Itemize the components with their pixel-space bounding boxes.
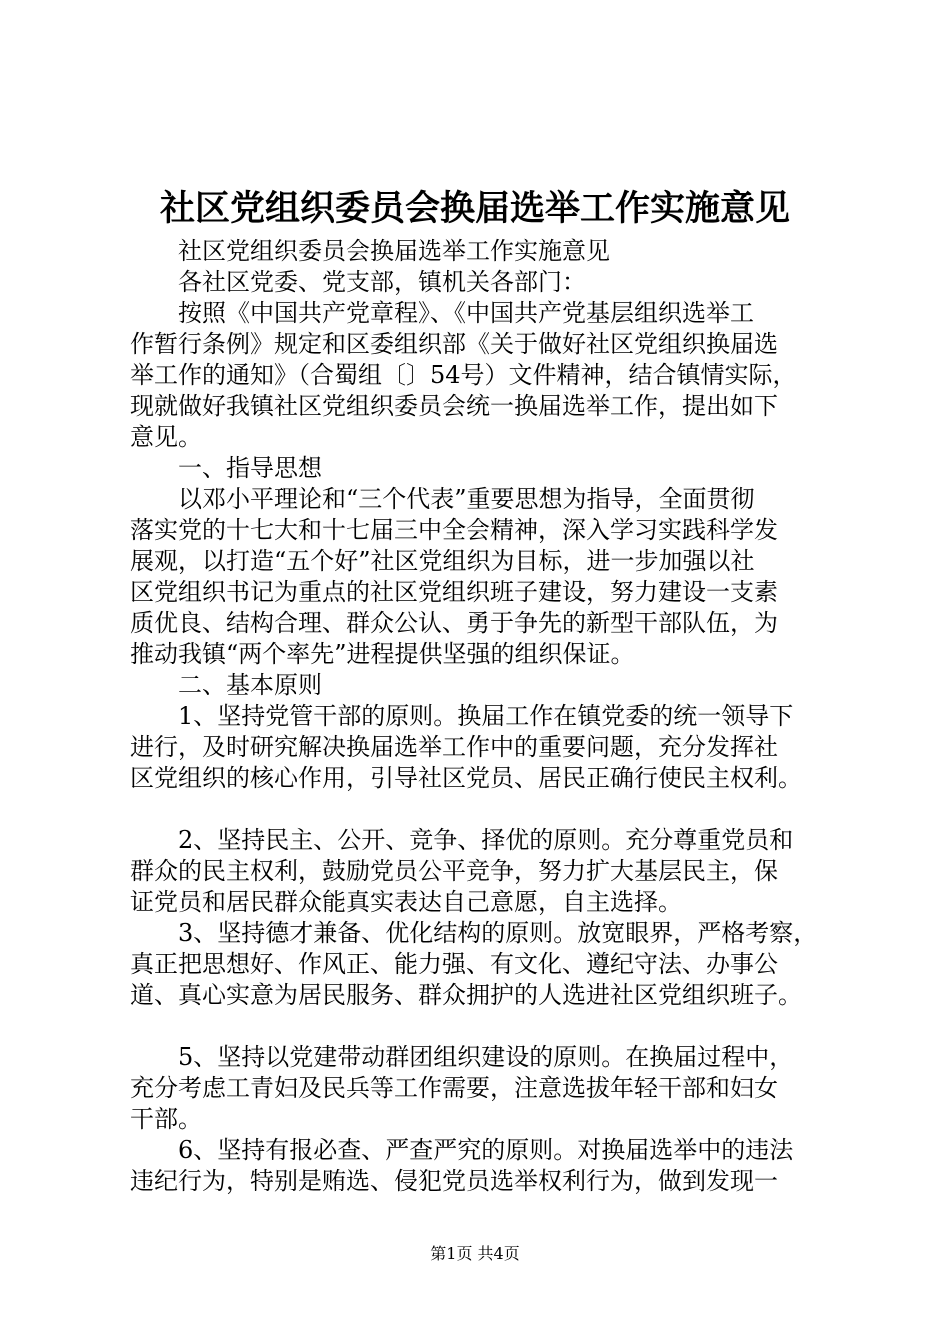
text-line: 进行，及时研究解决换届选举工作中的重要问题，充分发挥社: [130, 733, 778, 761]
document-body: [130, 236, 830, 1197]
text-line: 5、坚持以党建带动群团组织建设的原则。在换届过程中，: [178, 1043, 794, 1071]
text-line: 按照《中国共产党章程》、《中国共产党基层组织选举工: [178, 299, 754, 327]
text-line: 现就做好我镇社区党组织委员会统一换届选举工作，提出如下: [130, 392, 778, 420]
text-line: 区党组织的核心作用，引导社区党员、居民正确行使民主权利。: [130, 764, 802, 792]
text-line: 各社区党委、党支部，镇机关各部门：: [178, 268, 586, 296]
text-line: 一、指导思想: [178, 454, 322, 482]
text-line: 举工作的通知》（合蜀组〔〕54号）文件精神，结合镇情实际，: [130, 361, 797, 389]
text-line: 真正把思想好、作风正、能力强、有文化、遵纪守法、办事公: [130, 950, 778, 978]
text-line: 作暂行条例》规定和区委组织部《关于做好社区党组织换届选: [130, 330, 778, 358]
text-line: 3、坚持德才兼备、优化结构的原则。放宽眼界，严格考察，: [178, 919, 818, 947]
text-line: 二、基本原则: [178, 671, 322, 699]
text-line: [130, 794, 830, 825]
text-line: 群众的民主权利，鼓励党员公平竞争，努力扩大基层民主，保: [130, 857, 778, 885]
text-line: 干部。: [130, 1105, 202, 1133]
text-line: 展观，以打造“五个好”社区党组织为目标，进一步加强以社: [130, 547, 755, 575]
text-line: 区党组织书记为重点的社区党组织班子建设，努力建设一支素: [130, 578, 778, 606]
document-title: 社区党组织委员会换届选举工作实施意见: [159, 188, 790, 229]
text-line: 证党员和居民群众能真实表达自己意愿，自主选择。: [130, 888, 682, 916]
text-line: 6、坚持有报必查、严查严究的原则。对换届选举中的违法: [178, 1136, 794, 1164]
text-line: 以邓小平理论和“三个代表”重要思想为指导，全面贯彻: [178, 485, 755, 513]
text-line: 违纪行为，特别是贿选、侵犯党员选举权利行为，做到发现一: [130, 1167, 778, 1195]
text-line: 意见。: [130, 423, 202, 451]
text-line: 2、坚持民主、公开、竞争、择优的原则。充分尊重党员和: [178, 826, 794, 854]
text-line: 充分考虑工青妇及民兵等工作需要，注意选拔年轻干部和妇女: [130, 1074, 778, 1102]
text-line: 推动我镇“两个率先”进程提供坚强的组织保证。: [130, 640, 635, 668]
text-line: 质优良、结构合理、群众公认、勇于争先的新型干部队伍，为: [130, 609, 778, 637]
text-line: 1、坚持党管干部的原则。换届工作在镇党委的统一领导下: [178, 702, 794, 730]
text-line: 社区党组织委员会换届选举工作实施意见: [178, 237, 610, 265]
text-line: 道、真心实意为居民服务、群众拥护的人选进社区党组织班子。: [130, 981, 802, 1009]
page-footer: 第1页 共4页: [430, 1244, 520, 1263]
text-line: [130, 1011, 830, 1042]
text-line: 落实党的十七大和十七届三中全会精神，深入学习实践科学发: [130, 516, 778, 544]
